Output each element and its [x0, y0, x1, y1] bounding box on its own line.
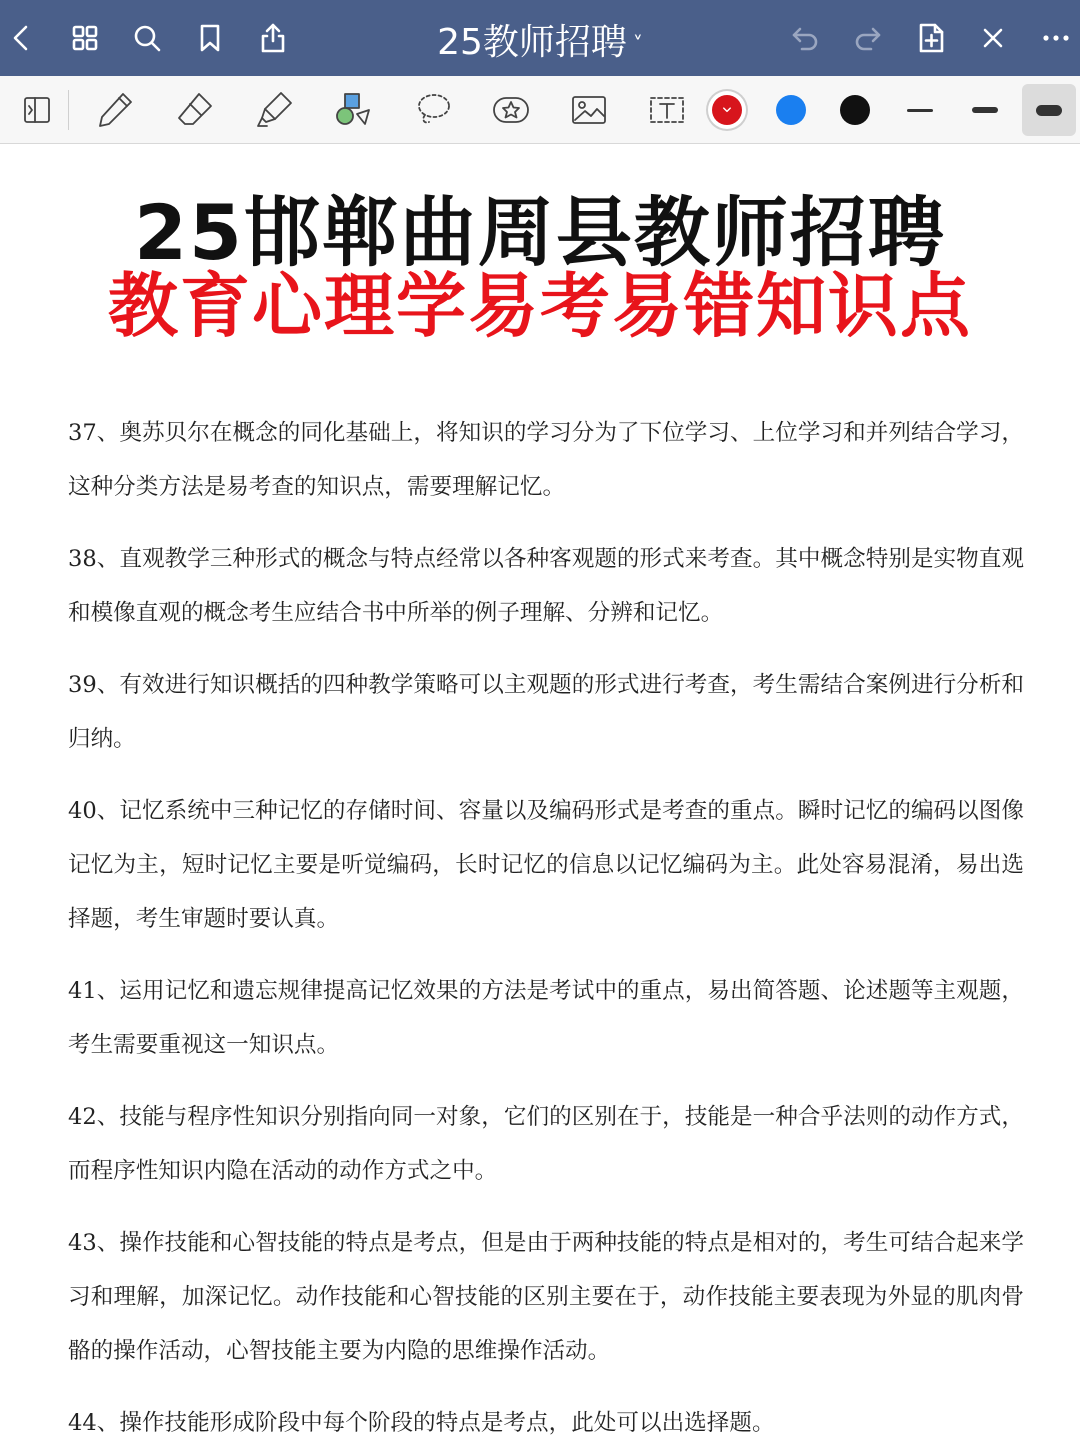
list-item: 41、运用记忆和遗忘规律提高记忆效果的方法是考试中的重点，易出简答题、论述题等主观题，考生需要重视这一知识点。: [68, 978, 1024, 1058]
list-item: 42、技能与程序性知识分别指向同一对象，它们的区别在于，技能是一种合乎法则的动作方式，而程序性知识内隐在活动的动作方式之中。: [68, 1104, 1024, 1184]
blue-dot: [776, 95, 806, 125]
color-black-swatch[interactable]: [830, 86, 880, 134]
top-bar: [0, 0, 1080, 76]
stroke-thick-button[interactable]: [1022, 84, 1076, 136]
document-title-text[interactable]: 25教师招聘: [437, 22, 627, 63]
page-subtitle: 教育心理学易考易错知识点: [108, 265, 972, 347]
stroke-thin-icon: [907, 109, 933, 112]
lasso-icon[interactable]: [408, 86, 458, 134]
eraser-icon[interactable]: [170, 86, 220, 134]
text-tool-icon[interactable]: [642, 86, 692, 134]
list-item: 40、记忆系统中三种记忆的存储时间、容量以及编码形式是考查的重点。瞬时记忆的编码以图像记忆为主，短时记忆主要是听觉编码，长时记忆的信息以记忆编码为主。此处容易混淆，易出选择题，考生审题时要认真。: [68, 798, 1024, 932]
color-blue-swatch[interactable]: [766, 86, 816, 134]
stroke-medium-icon: [972, 107, 998, 113]
grid-icon[interactable]: [65, 18, 105, 58]
add-page-icon[interactable]: [911, 18, 951, 58]
close-icon[interactable]: [973, 18, 1013, 58]
list-item: 37、奥苏贝尔在概念的同化基础上，将知识的学习分为了下位学习、上位学习和并列结合学习，这种分类方法是易考查的知识点，需要理解记忆。: [68, 420, 1024, 500]
stroke-medium-button[interactable]: [960, 86, 1010, 134]
annotation-toolbar: [0, 76, 1080, 144]
toolbar-divider: [68, 90, 69, 130]
knowledge-point-list: [68, 406, 1024, 1440]
shapes-icon[interactable]: [328, 86, 378, 134]
layout-icon[interactable]: [12, 86, 62, 134]
chevron-down-icon[interactable]: ˅: [632, 32, 643, 56]
more-icon[interactable]: [1036, 18, 1076, 58]
list-item: 44、操作技能形成阶段中每个阶段的特点是考点，此处可以出选择题。: [68, 1410, 775, 1436]
pen-icon[interactable]: [90, 86, 140, 134]
list-item: 43、操作技能和心智技能的特点是考点，但是由于两种技能的特点是相对的，考生可结合起来学习和理解，加深记忆。动作技能和心智技能的区别主要在于，动作技能主要表现为外显的肌肉骨骼的操作活动，心智技能主要为内隐的思维操作活动。: [68, 1230, 1024, 1364]
redo-icon[interactable]: [848, 18, 888, 58]
chevron-down-icon: [720, 103, 734, 117]
list-item: 39、有效进行知识概括的四种教学策略可以主观题的形式进行考查，考生需结合案例进行分析和归纳。: [68, 672, 1024, 752]
document-page: [0, 144, 1080, 1440]
sticker-icon[interactable]: [486, 86, 536, 134]
image-icon[interactable]: [564, 86, 614, 134]
back-icon[interactable]: [2, 18, 42, 58]
black-dot: [840, 95, 870, 125]
highlighter-icon[interactable]: [250, 86, 300, 134]
stroke-thick-icon: [1036, 105, 1062, 116]
share-icon[interactable]: [253, 18, 293, 58]
list-item: 38、直观教学三种形式的概念与特点经常以各种客观题的形式来考查。其中概念特别是实物直观和模像直观的概念考生应结合书中所举的例子理解、分辨和记忆。: [68, 546, 1024, 626]
red-dot: [712, 95, 742, 125]
page-title: 25邯郸曲周县教师招聘: [134, 188, 946, 277]
undo-icon[interactable]: [785, 18, 825, 58]
bookmark-icon[interactable]: [190, 18, 230, 58]
stroke-thin-button[interactable]: [895, 86, 945, 134]
color-red-swatch[interactable]: [702, 86, 752, 134]
search-icon[interactable]: [127, 18, 167, 58]
